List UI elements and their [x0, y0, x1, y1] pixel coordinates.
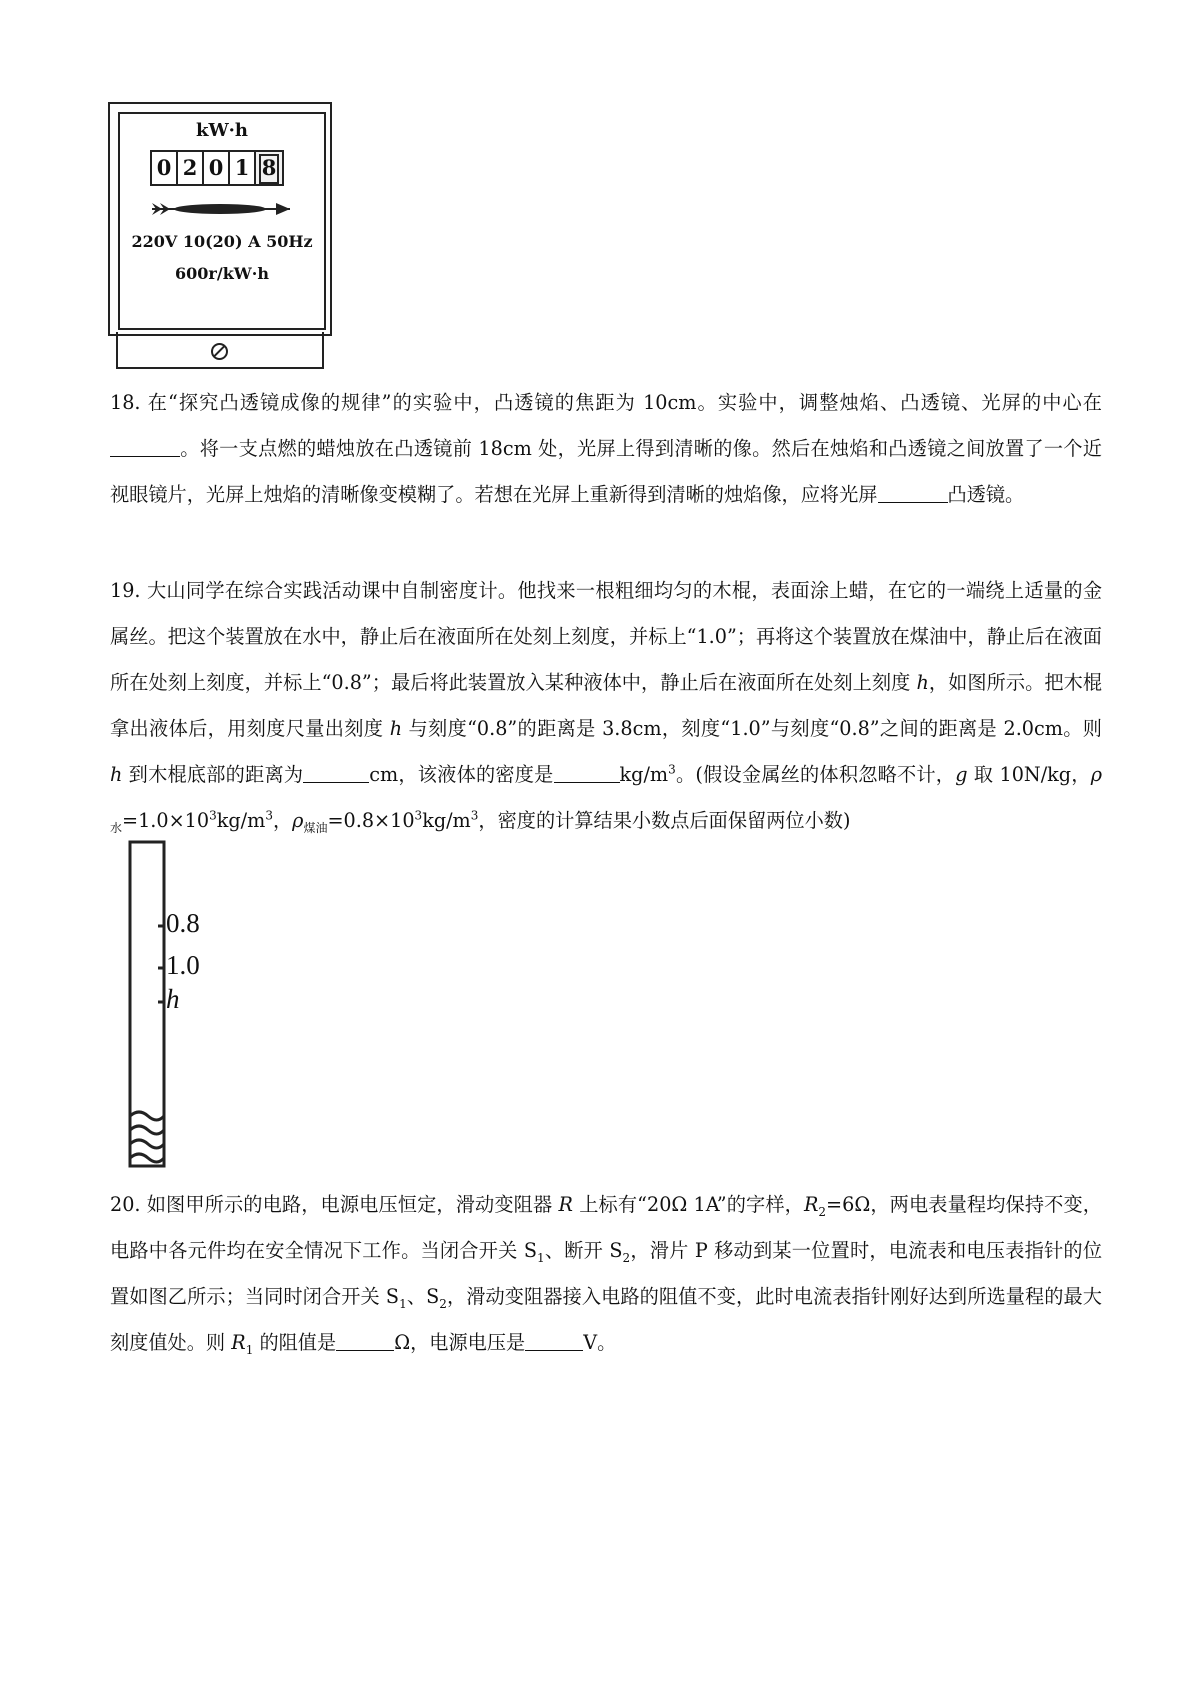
question-text: kg/m [619, 763, 669, 786]
subscript: 1 [536, 1250, 545, 1265]
meter-terminal-box [116, 332, 324, 369]
subscript: 2 [622, 1250, 631, 1265]
subscript: 2 [439, 1296, 447, 1311]
question-text: Ω，电源电压是 [394, 1331, 526, 1354]
answer-blank [336, 1328, 394, 1351]
question-20 [110, 1182, 1102, 1366]
question-number: 18. [110, 391, 141, 414]
question-text: 的阻值是 [259, 1331, 337, 1354]
superscript: 3 [414, 808, 423, 823]
question-text: 到木棍底部的距离为 [128, 763, 304, 786]
density-stick-figure [128, 840, 248, 1170]
subscript: 2 [818, 1204, 827, 1219]
question-19 [110, 568, 1102, 844]
subscript: 1 [245, 1342, 254, 1357]
meter-digit-window [150, 150, 284, 186]
superscript: 3 [470, 808, 479, 823]
meter-revolution-text: 600r/kW·h [175, 264, 269, 283]
meter-unit-label: kW·h [195, 120, 249, 141]
question-text: 取 10N/kg， [967, 763, 1091, 786]
question-text: 。将一支点燃的蜡烛放在凸透镜前 18cm 处，光屏上得到清晰的像。然后在烛焰和凸透镜之间放置了一个近视眼镜片，光屏上烛焰的清晰像变模糊了。若想在光屏上重新得到清晰的烛焰像，应将光屏 [110, 437, 1102, 506]
question-text: ，如图所示。把木棍拿出液体后，用刻度尺量出刻度 [110, 671, 1103, 740]
scale-mark-label: 1.0 [166, 950, 200, 980]
question-text: ，密度的计算结果小数点后面保留两位小数) [478, 809, 851, 832]
question-text: =6Ω，两电表量程均保持不变，电路中各元件均在安全情况下工作。当闭合开关 S [110, 1193, 1102, 1262]
question-text: ，滑片 P 移动到某一位置时，电流表和电压表指针的位置如图乙所示；当同时闭合开关 S [110, 1239, 1103, 1308]
question-number: 19. [110, 579, 141, 602]
question-text: cm，该液体的密度是 [369, 763, 554, 786]
subscript: 煤油 [303, 820, 328, 835]
subscript: 水 [110, 820, 123, 835]
meter-face [118, 112, 326, 330]
question-text: V。 [583, 1331, 617, 1354]
question-text: 与刻度“0.8”的距离是 3.8cm，刻度“1.0”与刻度“0.8”之间的距离是 2.0cm。则 [408, 717, 1102, 740]
scale-mark-label: 0.8 [166, 908, 200, 938]
variable-h: h [110, 763, 123, 786]
answer-blank [110, 434, 180, 457]
answer-blank [525, 1328, 583, 1351]
superscript: 3 [265, 808, 273, 823]
scale-mark-label: h [166, 984, 180, 1014]
variable-h: h [916, 671, 929, 694]
meter-rating-text: 220V 10(20) A 50Hz [131, 232, 313, 251]
subscript: 1 [399, 1296, 407, 1311]
question-text: 。(假设金属丝的体积忽略不计， [675, 763, 956, 786]
question-text: kg/m [422, 809, 471, 832]
answer-blank [303, 760, 369, 783]
variable-R: R [558, 1193, 573, 1216]
question-text: ，滑动变阻器接入电路的阻值不变，此时电流表指针刚好达到所选量程的最大刻度值处。则 [110, 1285, 1102, 1354]
meter-digit: 1 [230, 152, 256, 184]
question-text: 在“探究凸透镜成像的规律”的实验中，凸透镜的焦距为 10cm。实验中，调整烛焰、凸透镜、光屏的中心在 [147, 391, 1102, 414]
electricity-meter-figure [108, 102, 332, 369]
variable-g: g [955, 763, 968, 786]
wooden-stick-drawing [128, 840, 248, 1170]
variable-h: h [389, 717, 403, 740]
question-text: =0.8×10 [327, 809, 415, 832]
symbol-rho: ρ [292, 809, 304, 832]
meter-digit-decimal [256, 152, 282, 184]
variable-R1: R [231, 1331, 246, 1354]
screw-icon [211, 343, 228, 360]
answer-blank [878, 480, 948, 503]
question-text: ， [272, 809, 293, 832]
variable-R2: R [803, 1193, 819, 1216]
question-text: 如图甲所示的电路，电源电压恒定，滑动变阻器 [146, 1193, 553, 1216]
symbol-rho: ρ [1090, 763, 1102, 786]
question-text: =1.0×10 [122, 809, 210, 832]
answer-blank [554, 760, 620, 783]
meter-outer-frame [108, 102, 332, 336]
question-text: 大山同学在综合实践活动课中自制密度计。他找来一根粗细均匀的木棍，表面涂上蜡，在它的一端绕上适量的金属丝。把这个装置放在水中，静止后在液面所在处刻上刻度，并标上“1.0”；再将这个装置放在煤油中，静止后在液面所在处刻上刻度，并标上“0.8”；最后将此装置放入某种液体中，静止后在液面所在处刻上刻度 [110, 579, 1103, 694]
question-text: 凸透镜。 [947, 483, 1025, 506]
question-text: 、S [406, 1285, 440, 1308]
question-number: 20. [110, 1193, 141, 1216]
question-text: 上标有“20Ω 1A”的字样， [579, 1193, 804, 1216]
meter-digit: 0 [152, 152, 178, 184]
meter-digit: 2 [178, 152, 204, 184]
meter-digit: 0 [204, 152, 230, 184]
meter-rotating-disc-icon [152, 200, 292, 218]
superscript: 3 [209, 808, 217, 823]
question-text: kg/m [216, 809, 266, 832]
meter-digit: 8 [259, 154, 279, 184]
question-text: 、断开 S [544, 1239, 623, 1262]
superscript: 3 [668, 762, 676, 777]
question-18 [110, 380, 1102, 518]
